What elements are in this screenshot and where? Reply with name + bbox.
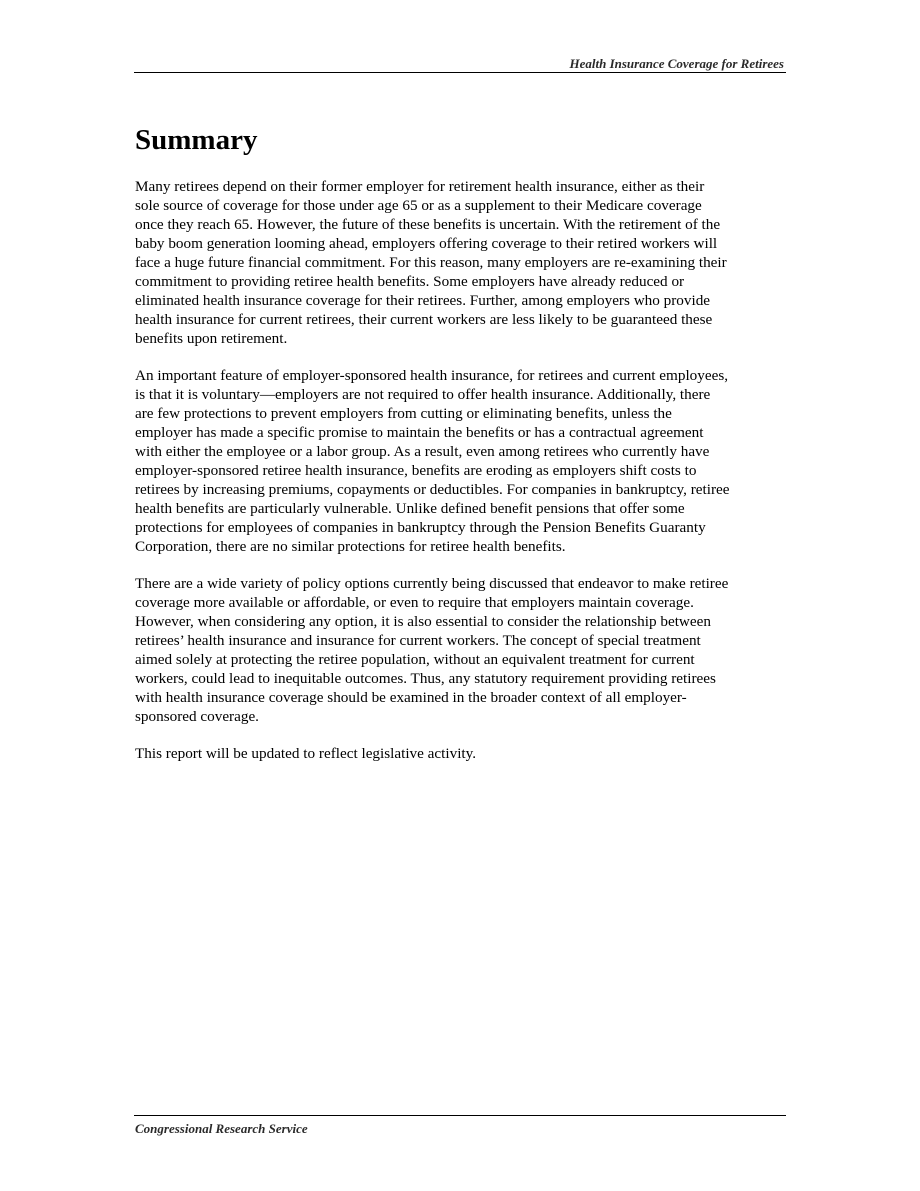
summary-paragraph [135, 744, 787, 763]
paragraph-line: Corporation, there are no similar protections for retiree health benefits. [135, 538, 566, 555]
paragraph-line: coverage more available or affordable, or even to require that employers maintain coverage. [135, 594, 694, 611]
summary-paragraph [135, 574, 787, 726]
paragraph-line: An important feature of employer-sponsored health insurance, for retirees and current employees, [135, 367, 729, 384]
summary-paragraph [135, 177, 787, 348]
paragraph-line: However, when considering any option, it is also essential to consider the relationship between [135, 613, 711, 630]
paragraph-line: sole source of coverage for those under age 65 or as a supplement to their Medicare coverage [135, 197, 702, 214]
paragraph-line: aimed solely at protecting the retiree population, without an equivalent treatment for current [135, 651, 695, 668]
running-header [134, 56, 786, 73]
running-footer [134, 1115, 786, 1136]
paragraph-line: health insurance for current retirees, their current workers are less likely to be guaranteed these [135, 311, 713, 328]
paragraph-line: sponsored coverage. [135, 708, 259, 725]
paragraph-line: retirees’ health insurance and insurance for current workers. The concept of special treatment [135, 632, 701, 649]
paragraph-line: employer-sponsored retiree health insurance, benefits are eroding as employers shift costs to [135, 462, 697, 479]
paragraph-line: once they reach 65. However, the future of these benefits is uncertain. With the retirement of the [135, 216, 721, 233]
paragraph-line: protections for employees of companies in bankruptcy through the Pension Benefits Guaranty [135, 519, 706, 536]
page-title: Summary [135, 124, 258, 156]
summary-body [135, 177, 787, 781]
paragraph-line: with health insurance coverage should be examined in the broader context of all employer- [135, 689, 687, 706]
running-header-title: Health Insurance Coverage for Retirees [569, 56, 784, 71]
paragraph-line: retirees by increasing premiums, copayments or deductibles. For companies in bankruptcy, retiree [135, 481, 730, 498]
paragraph-line: There are a wide variety of policy options currently being discussed that endeavor to make retiree [135, 575, 729, 592]
paragraph-line: health benefits are particularly vulnerable. Unlike defined benefit pensions that offer some [135, 500, 685, 517]
paragraph-line: with either the employee or a labor group. As a result, even among retirees who currently have [135, 443, 710, 460]
footer-organization: Congressional Research Service [135, 1121, 308, 1136]
paragraph-line: eliminated health insurance coverage for their retirees. Further, among employers who provide [135, 292, 711, 309]
paragraph-line: employer has made a specific promise to maintain the benefits or has a contractual agreement [135, 424, 704, 441]
paragraph-line: are few protections to prevent employers from cutting or eliminating benefits, unless the [135, 405, 672, 422]
paragraph-line: baby boom generation looming ahead, employers offering coverage to their retired workers will [135, 235, 718, 252]
paragraph-line: Many retirees depend on their former employer for retirement health insurance, either as their [135, 178, 705, 195]
paragraph-line: is that it is voluntary—employers are not required to offer health insurance. Additionally, there [135, 386, 711, 403]
paragraph-line: This report will be updated to reflect legislative activity. [135, 745, 477, 762]
paragraph-line: workers, could lead to inequitable outcomes. Thus, any statutory requirement providing retirees [135, 670, 716, 687]
paragraph-line: face a huge future financial commitment. For this reason, many employers are re-examining their [135, 254, 727, 271]
paragraph-line: commitment to providing retiree health benefits. Some employers have already reduced or [135, 273, 685, 290]
summary-paragraph [135, 366, 787, 556]
paragraph-line: benefits upon retirement. [135, 330, 288, 347]
